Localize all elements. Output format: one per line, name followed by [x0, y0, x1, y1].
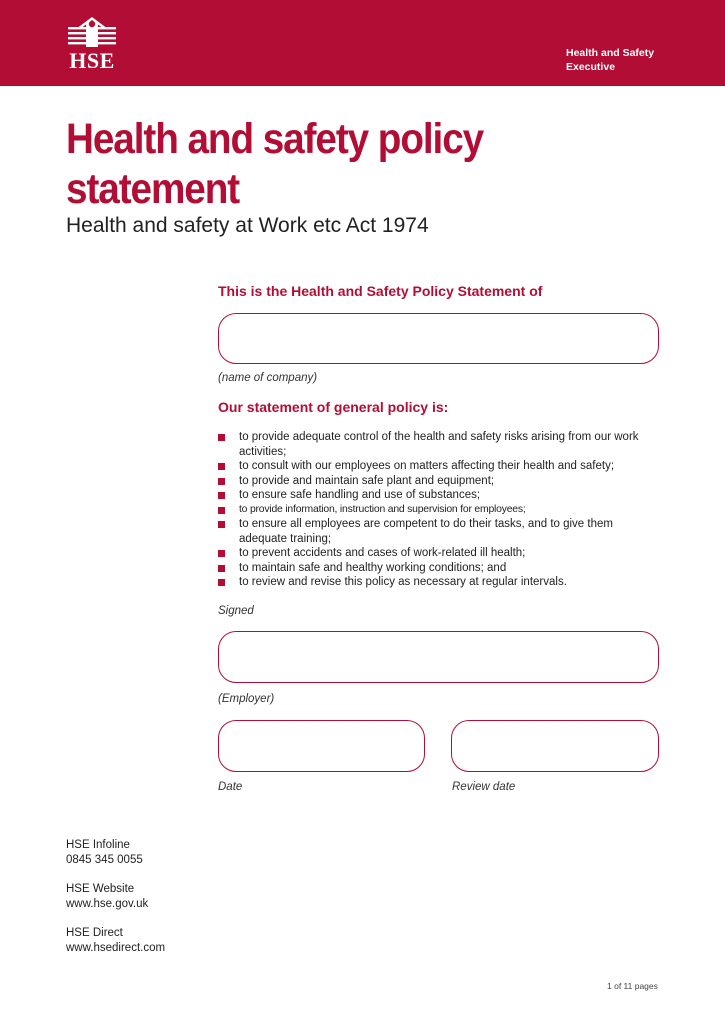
- employer-caption: (Employer): [218, 693, 275, 705]
- policy-item: [218, 546, 663, 561]
- policy-item-text: to provide adequate control of the health and safety risks arising from our work activities;: [239, 431, 639, 458]
- website-link[interactable]: www.hse.gov.uk: [66, 898, 149, 910]
- square-bullet-icon: [218, 521, 225, 528]
- square-bullet-icon: [218, 565, 225, 572]
- policy-item-text: to maintain safe and healthy working conditions; and: [239, 561, 507, 574]
- intro-heading: This is the Health and Safety Policy Statement of: [218, 283, 543, 299]
- infoline-label: HSE Infoline: [66, 839, 130, 851]
- policy-item: [218, 517, 663, 546]
- signed-caption: Signed: [218, 605, 254, 617]
- review-date-field[interactable]: [451, 720, 659, 772]
- square-bullet-icon: [218, 579, 225, 586]
- date-caption: Date: [218, 781, 243, 793]
- policy-item-text: to review and revise this policy as necessary at regular intervals.: [239, 576, 567, 588]
- policy-list: [218, 430, 663, 590]
- policy-item-text: to provide and maintain safe plant and equipment;: [239, 474, 495, 487]
- policy-item-text: to ensure safe handling and use of substances;: [239, 489, 481, 501]
- document-title: [66, 114, 483, 214]
- page-header: [0, 0, 725, 86]
- policy-item: [218, 503, 663, 518]
- policy-item: [218, 474, 663, 489]
- company-caption: (name of company): [218, 372, 318, 384]
- policy-item-text: to ensure all employees are competent to do their tasks, and to give them adequate training;: [239, 518, 613, 545]
- website-block: [66, 882, 165, 912]
- direct-link[interactable]: www.hsedirect.com: [66, 942, 166, 954]
- page-count: 1 of 11 pages: [607, 981, 658, 991]
- policy-item-text: to consult with our employees on matters affecting their health and safety;: [239, 460, 615, 472]
- policy-item-text: to prevent accidents and cases of work-related ill health;: [239, 547, 526, 559]
- hse-logo: [66, 15, 118, 73]
- square-bullet-icon: [218, 478, 225, 485]
- policy-item: [218, 459, 663, 474]
- hse-emblem-icon: [66, 15, 118, 49]
- square-bullet-icon: [218, 463, 225, 470]
- review-date-caption: Review date: [452, 781, 516, 793]
- document-subtitle: Health and safety at Work etc Act 1974: [66, 214, 429, 237]
- square-bullet-icon: [218, 507, 225, 514]
- policy-item: [218, 488, 663, 503]
- policy-item-text: to provide information, instruction and supervision for employees;: [239, 503, 526, 515]
- square-bullet-icon: [218, 434, 225, 441]
- title-line-2: statement: [66, 165, 240, 213]
- agency-line-1: Health and Safety: [566, 47, 655, 59]
- title-line-1: Health and safety policy: [66, 115, 484, 163]
- company-name-field[interactable]: [218, 313, 659, 364]
- contact-info: [66, 838, 165, 970]
- logo-text: HSE: [69, 48, 115, 73]
- infoline-block: [66, 838, 165, 868]
- square-bullet-icon: [218, 550, 225, 557]
- policy-heading: Our statement of general policy is:: [218, 399, 449, 415]
- square-bullet-icon: [218, 492, 225, 499]
- policy-item: [218, 575, 663, 590]
- date-field[interactable]: [218, 720, 425, 772]
- signature-field[interactable]: [218, 631, 659, 683]
- direct-block: [66, 926, 165, 956]
- infoline-number: 0845 345 0055: [66, 854, 143, 866]
- direct-label: HSE Direct: [66, 927, 123, 939]
- agency-line-2: Executive: [566, 61, 616, 73]
- website-label: HSE Website: [66, 883, 135, 895]
- policy-item: [218, 430, 663, 459]
- agency-name: [566, 46, 654, 74]
- policy-item: [218, 561, 663, 576]
